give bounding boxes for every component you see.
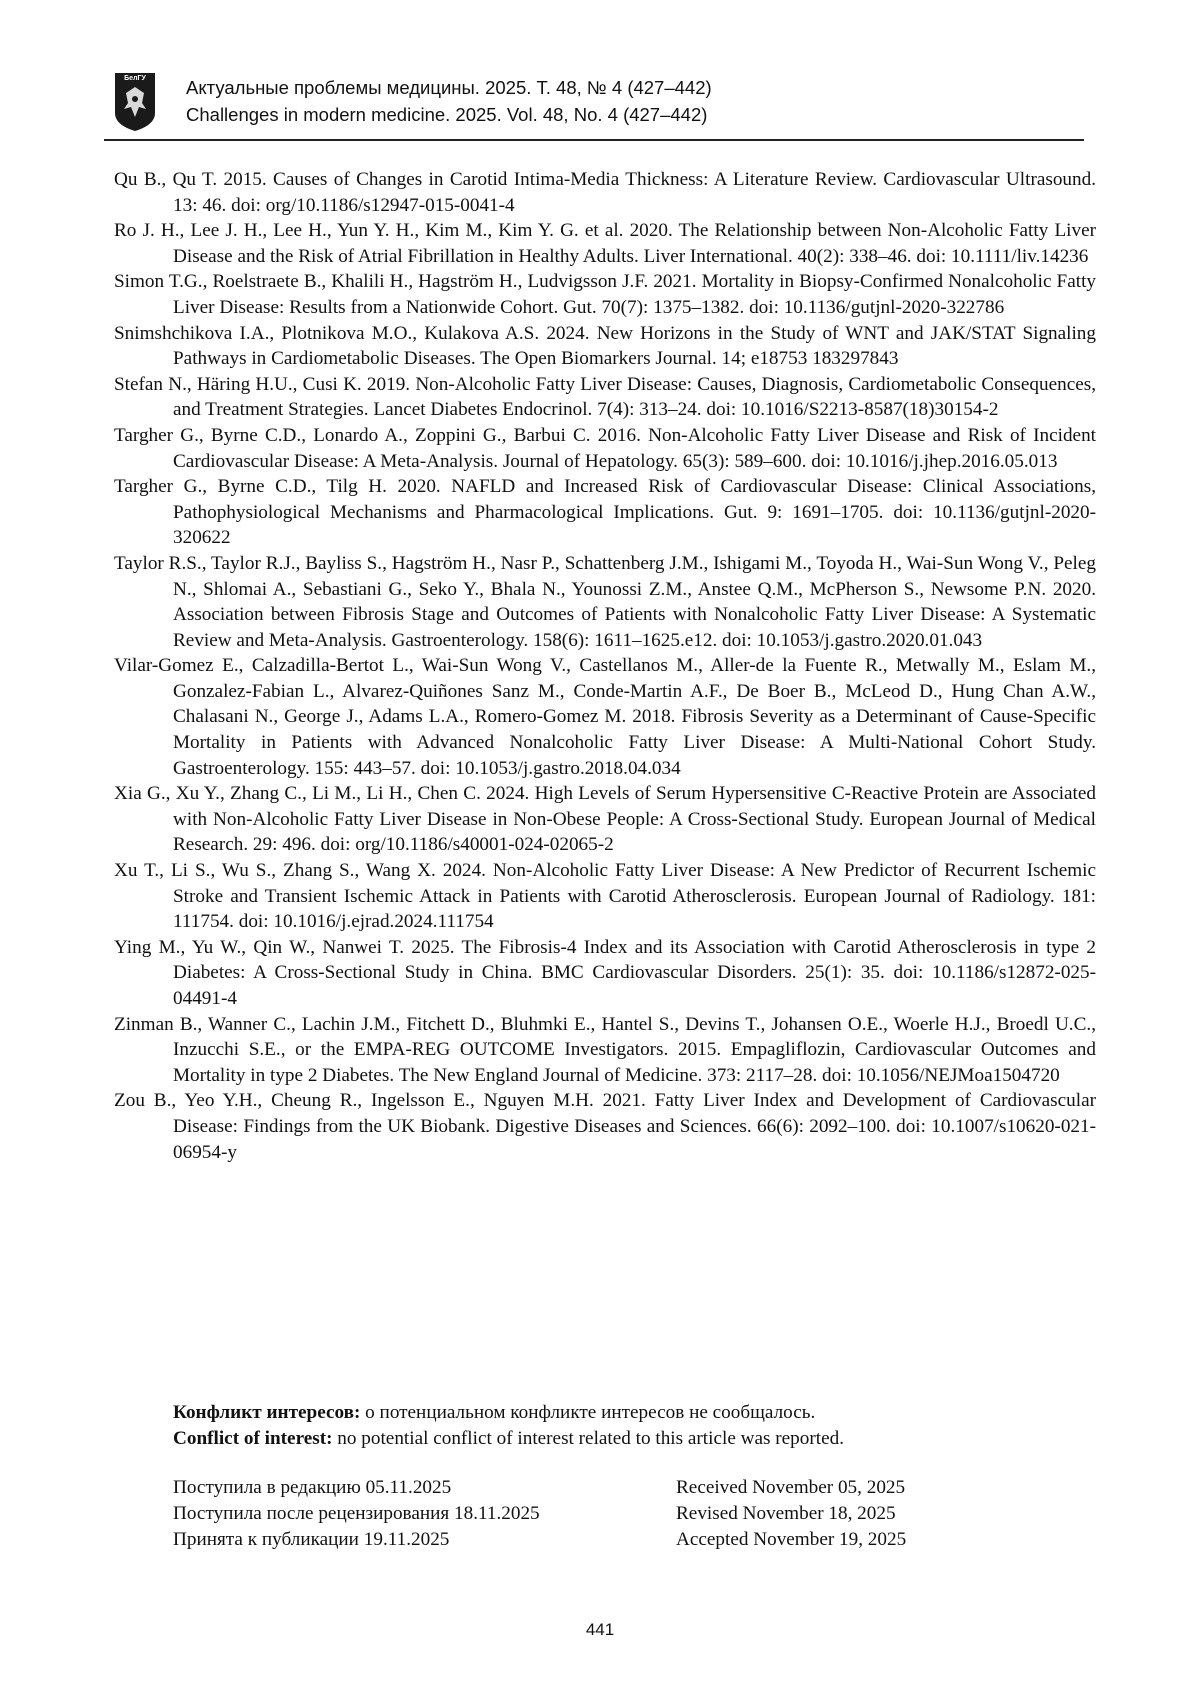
journal-title bbox=[186, 74, 712, 128]
reference-list bbox=[114, 167, 1096, 1165]
conflict-en-text: no potential conflict of interest related to this article was reported. bbox=[332, 1428, 844, 1449]
date-accepted-en: Accepted November 19, 2025 bbox=[676, 1529, 907, 1550]
logo-text: БелГУ bbox=[124, 75, 146, 82]
date-received-ru: Поступила в редакцию 05.11.2025 bbox=[173, 1477, 452, 1498]
reference-item: Snimshchikova I.A., Plotnikova M.O., Kulakova A.S. 2024. New Horizons in the Study of WNT and JAK/STAT Signaling Pathways in Cardiometabolic Diseases. The Open Biomarkers Journal. 14; e18753 183297843 bbox=[114, 322, 1096, 370]
reference-item: Zinman B., Wanner C., Lachin J.M., Fitchett D., Bluhmki E., Hantel S., Devins T., Johansen O.E., Woerle H.J., Broedl U.C., Inzucchi S.E., or the EMPA-REG OUTCOME Investigators. 2015. Empagliflozin, Cardiovascular Outcomes and Mortality in type 2 Diabetes. The New England Journal of Medicine. 373: 2117–28. doi: 10.1056/NEJMoa1504720 bbox=[114, 1013, 1096, 1086]
conflict-ru-text: о потенциальном конфликте интересов не сообщалось. bbox=[360, 1402, 816, 1423]
reference-item: Stefan N., Häring H.U., Cusi K. 2019. Non-Alcoholic Fatty Liver Disease: Causes, Diagnosis, Cardiometabolic Consequences, and Treatment Strategies. Lancet Diabetes Endocrinol. 7(4): 313–24. doi: 10.1016/S2213-8587(18)30154-2 bbox=[114, 373, 1096, 421]
date-received-en: Received November 05, 2025 bbox=[676, 1477, 906, 1498]
conflict-en-label: Conflict of interest: bbox=[173, 1428, 333, 1449]
reference-item: Ying M., Yu W., Qin W., Nanwei T. 2025. The Fibrosis-4 Index and its Association with Carotid Atherosclerosis in type 2 Diabetes: A Cross-Sectional Study in China. BMC Cardiovascular Disorders. 25(1): 35. doi: 10.1186/s12872-025-04491-4 bbox=[114, 936, 1096, 1009]
date-accepted-ru: Принята к публикации 19.11.2025 bbox=[173, 1529, 450, 1550]
reference-item: Targher G., Byrne C.D., Tilg H. 2020. NAFLD and Increased Risk of Cardiovascular Disease: Clinical Associations, Pathophysiological Mechanisms and Pharmacological Implications. Gut. 9: 1691–1705. doi: 10.1136/gutjnl-2020-320622 bbox=[114, 476, 1096, 549]
university-logo-icon bbox=[112, 73, 158, 133]
conflict-ru bbox=[173, 1400, 1093, 1426]
conflict-of-interest bbox=[173, 1400, 1093, 1452]
reference-item: Taylor R.S., Taylor R.J., Bayliss S., Hagström H., Nasr P., Schattenberg J.M., Ishigami M., Toyoda H., Wai-Sun Wong V., Peleg N., Shlomai A., Sebastiani G., Seko Y., Bhala N., Younossi Z.M., Anstee Q.M., McPherson S., Newsome P.N. 2020. Association between Fibrosis Stage and Outcomes of Patients with Nonalcoholic Fatty Liver Disease: A Systematic Review and Meta-Analysis. Gastroenterology. 158(6): 1611–1625.e12. doi: 10.1053/j.gastro.2020.01.043 bbox=[114, 552, 1096, 651]
date-revised-en: Revised November 18, 2025 bbox=[676, 1503, 896, 1524]
date-revised-ru: Поступила после рецензирования 18.11.2025 bbox=[173, 1503, 540, 1524]
conflict-en bbox=[173, 1426, 1093, 1452]
header-divider bbox=[104, 139, 1084, 141]
page-header bbox=[104, 72, 1084, 138]
reference-item: Vilar-Gomez E., Calzadilla-Bertot L., Wai-Sun Wong V., Castellanos M., Aller-de la Fuente R., Metwally M., Eslam M., Gonzalez-Fabian L., Alvarez-Quiñones Sanz M., Conde-Martin A.F., De Boer B., McLeod D., Hung Chan A.W., Chalasani N., George J., Adams L.A., Romero-Gomez M. 2018. Fibrosis Severity as a Determinant of Cause-Specific Mortality in Patients with Advanced Nonalcoholic Fatty Liver Disease: A Multi-National Cohort Study. Gastroenterology. 155: 443–57. doi: 10.1053/j.gastro.2018.04.034 bbox=[114, 655, 1096, 779]
reference-item: Xu T., Li S., Wu S., Zhang S., Wang X. 2024. Non-Alcoholic Fatty Liver Disease: A New Predictor of Recurrent Ischemic Stroke and Transient Ischemic Attack in Patients with Carotid Atherosclerosis. European Journal of Radiology. 181: 111754. doi: 10.1016/j.ejrad.2024.111754 bbox=[114, 860, 1096, 933]
journal-title-ru: Актуальные проблемы медицины. 2025. Т. 48, № 4 (427–442) bbox=[186, 77, 712, 98]
dates-en bbox=[676, 1475, 906, 1553]
reference-item: Xia G., Xu Y., Zhang C., Li M., Li H., Chen C. 2024. High Levels of Serum Hypersensitive C-Reactive Protein are Associated with Non-Alcoholic Fatty Liver Disease in Non-Obese People: A Cross-Sectional Study. European Journal of Medical Research. 29: 496. doi: org/10.1186/s40001-024-02065-2 bbox=[114, 783, 1096, 856]
reference-item: Simon T.G., Roelstraete B., Khalili H., Hagström H., Ludvigsson J.F. 2021. Mortality in Biopsy-Confirmed Nonalcoholic Fatty Liver Disease: Results from a Nationwide Cohort. Gut. 70(7): 1375–1382. doi: 10.1136/gutjnl-2020-322786 bbox=[114, 271, 1096, 318]
reference-item: Targher G., Byrne C.D., Lonardo A., Zoppini G., Barbui C. 2016. Non-Alcoholic Fatty Liver Disease and Risk of Incident Cardiovascular Disease: A Meta-Analysis. Journal of Hepatology. 65(3): 589–600. doi: 10.1016/j.jhep.2016.05.013 bbox=[114, 424, 1096, 472]
dates-ru bbox=[173, 1475, 540, 1553]
reference-item: Ro J. H., Lee J. H., Lee H., Yun Y. H., Kim M., Kim Y. G. et al. 2020. The Relationship between Non-Alcoholic Fatty Liver Disease and the Risk of Atrial Fibrillation in Healthy Adults. Liver International. 40(2): 338–46. doi: 10.1111/liv.14236 bbox=[114, 220, 1096, 267]
reference-item: Zou B., Yeo Y.H., Cheung R., Ingelsson E., Nguyen M.H. 2021. Fatty Liver Index and Development of Cardiovascular Disease: Findings from the UK Biobank. Digestive Diseases and Sciences. 66(6): 2092–100. doi: 10.1007/s10620-021-06954-y bbox=[114, 1090, 1096, 1163]
conflict-ru-label: Конфликт интересов: bbox=[173, 1402, 361, 1423]
page-number: 441 bbox=[585, 1620, 615, 1639]
journal-title-en: Challenges in modern medicine. 2025. Vol. 48, No. 4 (427–442) bbox=[186, 104, 708, 125]
reference-item: Qu B., Qu T. 2015. Causes of Changes in Carotid Intima-Media Thickness: A Literature Review. Cardiovascular Ultrasound. 13: 46. doi: org/10.1186/s12947-015-0041-4 bbox=[114, 169, 1096, 216]
